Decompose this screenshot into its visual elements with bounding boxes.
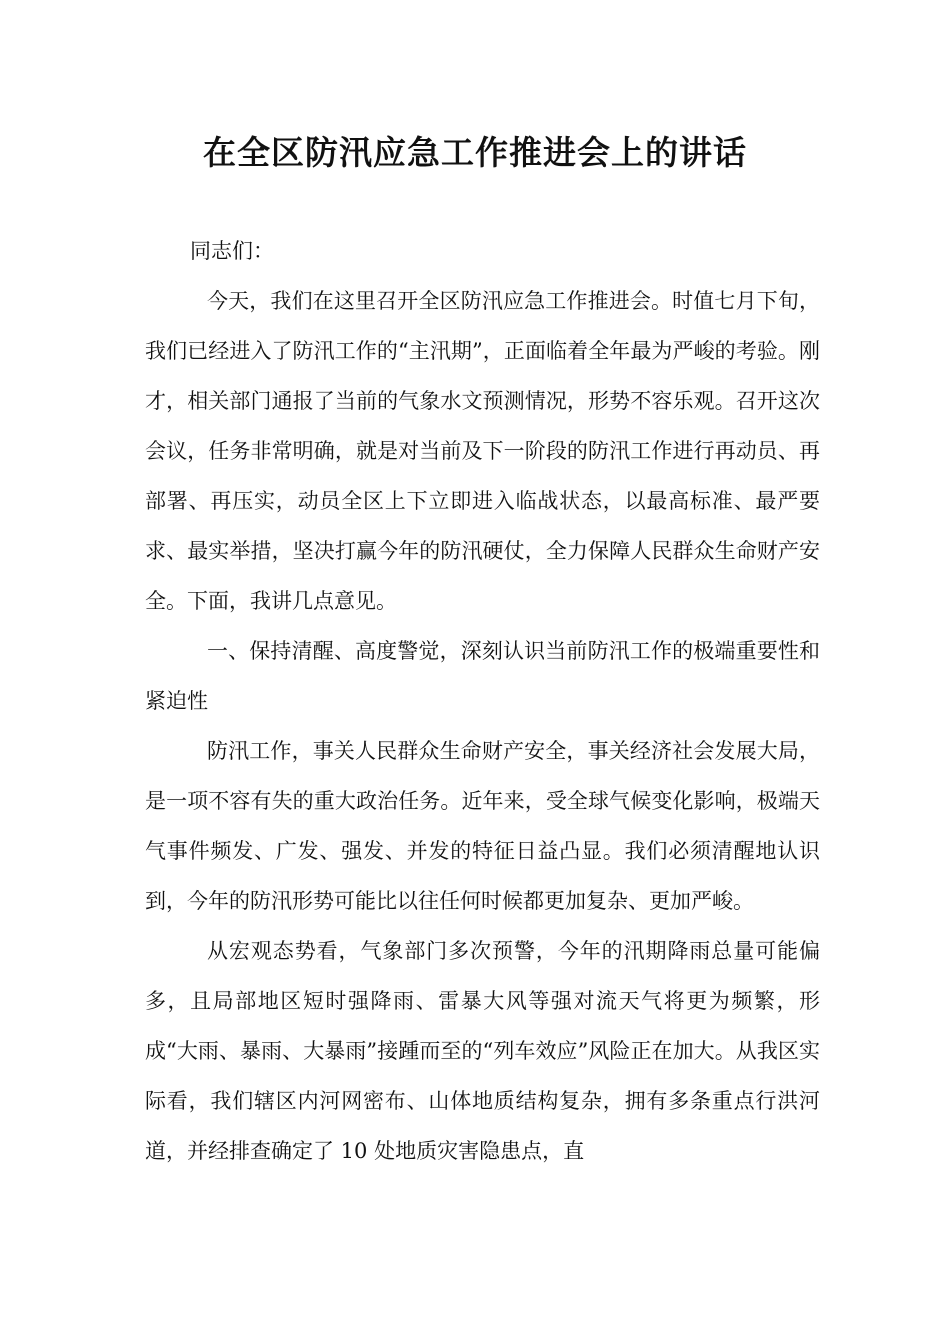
document-body bbox=[145, 226, 820, 1176]
document-title: 在全区防汛应急工作推进会上的讲话 bbox=[203, 133, 747, 172]
section-1-paragraph-1: 防汛工作，事关人民群众生命财产安全，事关经济社会发展大局，是一项不容有失的重大政治任务。近年来，受全球气候变化影响，极端天气事件频发、广发、强发、并发的特征日益凸显。我们必须清醒地认识到，今年的防汛形势可能比以往任何时候都更加复杂、更加严峻。 bbox=[145, 739, 820, 913]
intro-paragraph: 今天，我们在这里召开全区防汛应急工作推进会。时值七月下旬，我们已经进入了防汛工作的“主汛期”，正面临着全年最为严峻的考验。刚才，相关部门通报了当前的气象水文预测情况，形势不容乐观。召开这次会议，任务非常明确，就是对当前及下一阶段的防汛工作进行再动员、再部署、再压实，动员全区上下立即进入临战状态，以最高标准、最严要求、最实举措，坚决打赢今年的防汛硬仗，全力保障人民群众生命财产安全。下面，我讲几点意见。 bbox=[145, 289, 820, 613]
section-1-paragraph-2: 从宏观态势看，气象部门多次预警，今年的汛期降雨总量可能偏多，且局部地区短时强降雨、雷暴大风等强对流天气将更为频繁，形成“大雨、暴雨、大暴雨”接踵而至的“列车效应”风险正在加大。从我区实际看，我们辖区内河网密布、山体地质结构复杂，拥有多条重点行洪河道，并经排查确定了 10 处地质灾害隐患点，直 bbox=[145, 939, 820, 1163]
salutation: 同志们： bbox=[190, 239, 274, 263]
section-1-heading: 一、保持清醒、高度警觉，深刻认识当前防汛工作的极端重要性和紧迫性 bbox=[145, 639, 820, 713]
